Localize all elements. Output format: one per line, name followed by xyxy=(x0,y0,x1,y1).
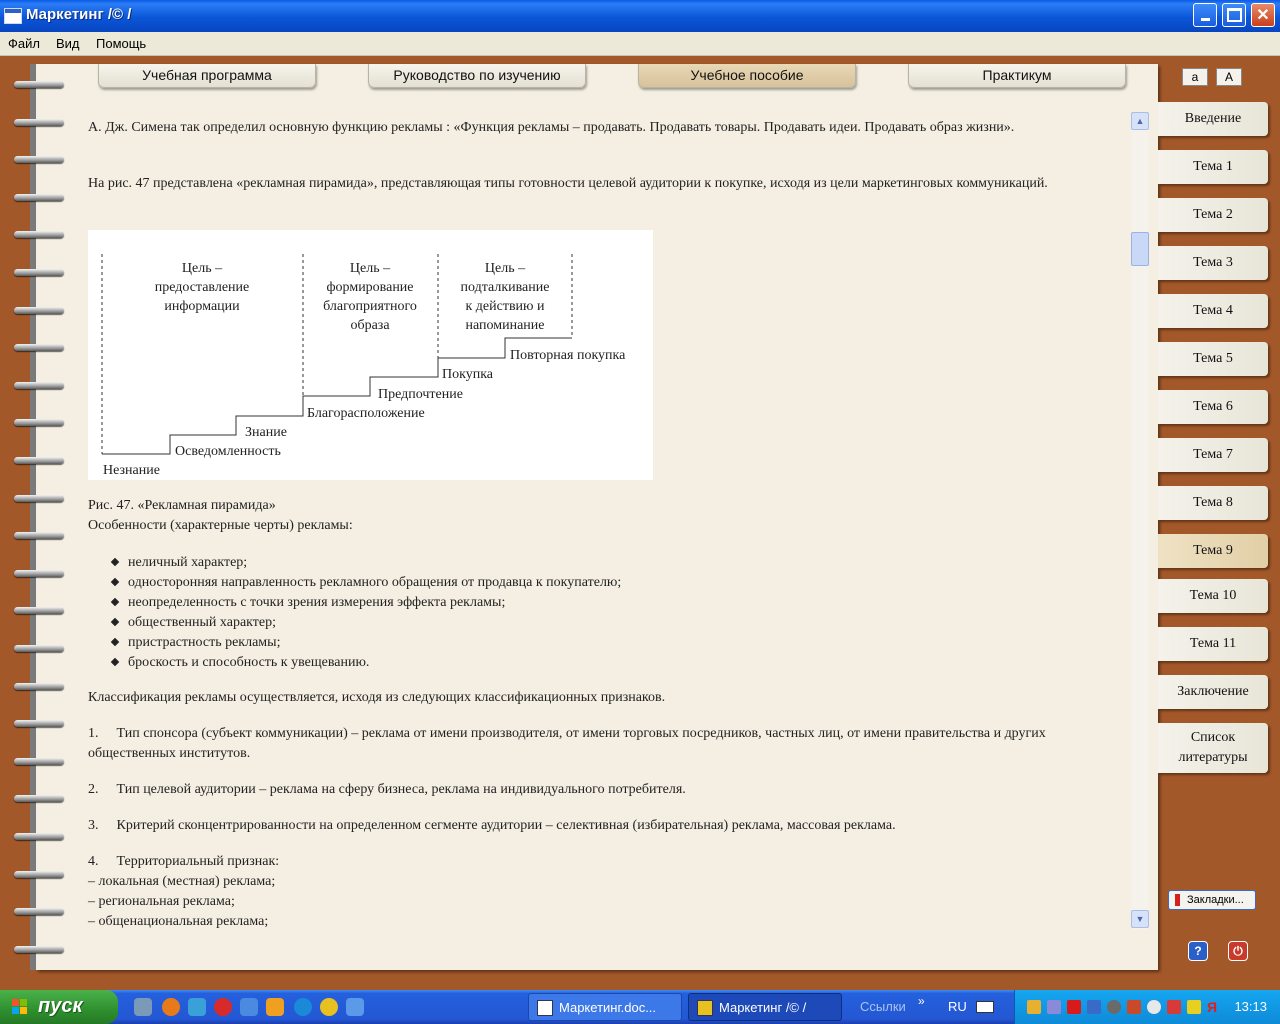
spiral-ring xyxy=(14,680,68,694)
language-indicator[interactable]: RU xyxy=(948,999,967,1014)
ring-loop xyxy=(14,194,64,201)
territorial-item: – локальная (местная) реклама; xyxy=(88,874,276,889)
tray-antivirus-icon[interactable] xyxy=(1067,1000,1081,1014)
spiral-ring xyxy=(14,905,68,919)
spiral-ring xyxy=(14,868,68,882)
tray-icon[interactable] xyxy=(1147,1000,1161,1014)
content-scrollbar[interactable] xyxy=(1131,112,1149,930)
spiral-ring xyxy=(14,792,68,806)
start-label: пуск xyxy=(38,995,83,1017)
spiral-ring xyxy=(14,304,68,318)
quicklaunch-network-icon[interactable] xyxy=(134,998,152,1016)
taskbar xyxy=(0,990,1280,1024)
spiral-ring xyxy=(14,341,68,355)
quicklaunch-app-icon[interactable] xyxy=(266,998,284,1016)
word-icon xyxy=(537,1000,553,1016)
spiral-ring xyxy=(14,642,68,656)
ring-loop xyxy=(14,871,64,878)
feature-text: пристрастность рекламы; xyxy=(128,635,281,650)
keyboard-icon[interactable] xyxy=(976,1001,994,1013)
tray-icon[interactable] xyxy=(1027,1000,1041,1014)
minimize-button[interactable] xyxy=(1193,3,1217,27)
item-text: Критерий сконцентрированности на определенном сегменте аудитории – селективная (избирательная) реклама, массовая реклама. xyxy=(116,818,896,833)
task-marketing-app[interactable] xyxy=(688,993,842,1021)
bullet-icon xyxy=(111,598,119,606)
scroll-down-button[interactable] xyxy=(1131,910,1149,928)
quicklaunch-messenger-icon[interactable] xyxy=(188,998,206,1016)
pyramid-steps xyxy=(102,338,572,454)
menu-bar xyxy=(0,32,1280,56)
territorial-item: – региональная реклама; xyxy=(88,894,235,909)
feature-text: броскость и способность к увещеванию. xyxy=(128,655,370,670)
classification-intro: Классификация рекламы осуществляется, исходя из следующих классификационных признаков. xyxy=(88,690,666,705)
spiral-ring xyxy=(14,604,68,618)
tab-curriculum[interactable] xyxy=(98,64,316,88)
spiral-ring xyxy=(14,717,68,731)
goal-1-line-1: Цель – xyxy=(181,261,223,276)
side-tab-topic-4[interactable]: Тема 4 xyxy=(1158,294,1268,328)
tray-icon[interactable] xyxy=(1187,1000,1201,1014)
goal-1-line-2: предоставление xyxy=(154,280,250,295)
tray-volume-icon[interactable] xyxy=(1087,1000,1101,1014)
spiral-ring xyxy=(14,153,68,167)
classification-item xyxy=(88,724,1088,764)
app-area xyxy=(0,56,1280,990)
feature-text: односторонняя направленность рекламного обращения от продавца к покупателю; xyxy=(128,575,622,590)
step-label: Покупка xyxy=(442,367,494,382)
scroll-thumb[interactable] xyxy=(1131,232,1149,266)
side-tab-topic-10[interactable]: Тема 10 xyxy=(1158,579,1268,613)
tray-icon[interactable] xyxy=(1127,1000,1141,1014)
spiral-ring xyxy=(14,416,68,430)
tab-study-guide[interactable] xyxy=(368,64,586,88)
ring-loop xyxy=(14,645,64,652)
item-text: Тип целевой аудитории – реклама на сферу бизнеса, реклама на индивидуального потребителя. xyxy=(116,782,686,797)
ring-loop xyxy=(14,269,64,276)
arrow-down-icon: ▼ xyxy=(1135,914,1145,924)
tray-icon[interactable] xyxy=(1167,1000,1181,1014)
feature-text: неличный характер; xyxy=(128,555,248,570)
item-text: Территориальный признак: xyxy=(116,854,280,869)
quicklaunch-firefox-icon[interactable] xyxy=(162,998,180,1016)
step-label: Знание xyxy=(245,425,287,440)
goal-3-line-2: подталкивание xyxy=(460,280,550,295)
side-tab-topic-1[interactable]: Тема 1 xyxy=(1158,150,1268,184)
app-window-icon[interactable] xyxy=(4,8,22,24)
spiral-ring xyxy=(14,191,68,205)
ring-loop xyxy=(14,833,64,840)
ring-loop xyxy=(14,532,64,539)
ring-loop xyxy=(14,419,64,426)
figure-caption: Рис. 47. «Рекламная пирамида» xyxy=(88,498,276,513)
start-button[interactable] xyxy=(0,990,118,1024)
title-bar[interactable] xyxy=(0,0,1280,32)
goal-3-line-1: Цель – xyxy=(484,261,526,276)
exit-button[interactable] xyxy=(1228,941,1248,961)
ring-loop xyxy=(14,758,64,765)
ring-loop xyxy=(14,683,64,690)
spiral-ring xyxy=(14,492,68,506)
menu-file[interactable]: Файл xyxy=(8,36,40,51)
side-tab-introduction[interactable]: Введение xyxy=(1158,102,1268,136)
side-tab-topic-7[interactable]: Тема 7 xyxy=(1158,438,1268,472)
ring-loop xyxy=(14,119,64,126)
bullet-icon xyxy=(111,578,119,586)
item-number: 4. xyxy=(88,854,99,869)
classification-item xyxy=(88,816,1088,836)
ring-loop xyxy=(14,156,64,163)
ring-loop xyxy=(14,607,64,614)
tray-yandex-icon[interactable]: Я xyxy=(1207,999,1218,1015)
tab-practicum-label: Практикум xyxy=(982,67,1052,83)
side-tab-topic-5[interactable]: Тема 5 xyxy=(1158,342,1268,376)
side-tab-topic-6[interactable]: Тема 6 xyxy=(1158,390,1268,424)
clock: 13:13 xyxy=(1234,999,1267,1014)
bullet-icon xyxy=(111,638,119,646)
classification-item xyxy=(88,780,1088,800)
feature-text: общественный характер; xyxy=(128,615,277,630)
bullet-icon xyxy=(111,658,119,666)
step-label: Благорасположение xyxy=(307,406,425,421)
spiral-ring xyxy=(14,567,68,581)
bookmark-icon xyxy=(1175,894,1180,906)
tab-textbook[interactable] xyxy=(638,64,856,88)
spiral-ring xyxy=(14,943,68,957)
item-text: Тип спонсора (субъект коммуникации) – реклама от имени производителя, от имени торговых посредников, частных лиц, от имени правительства и других общественных институтов. xyxy=(88,726,1046,761)
step-label: Предпочтение xyxy=(378,387,463,402)
paragraph-2: На рис. 47 представлена «рекламная пирамида», представляющая типы готовности целевой аудитории к покупке, исходя из цели маркетинговых коммуникаций. xyxy=(88,176,1048,191)
ring-loop xyxy=(14,720,64,727)
pyramid-figure xyxy=(88,230,653,480)
window-title: Маркетинг /© / xyxy=(26,6,132,23)
goal-1-line-3: информации xyxy=(164,299,240,314)
help-icon: ? xyxy=(1194,944,1202,958)
menu-view[interactable]: Вид xyxy=(56,36,80,51)
bookmarks-button[interactable] xyxy=(1168,890,1256,910)
tray-icon[interactable] xyxy=(1107,1000,1121,1014)
spiral-ring xyxy=(14,454,68,468)
lesson-content xyxy=(88,118,1128,998)
step-label: Осведомленность xyxy=(175,444,281,459)
goal-2-line-1: Цель – xyxy=(349,261,391,276)
side-tab-bibliography[interactable]: Список литературы xyxy=(1158,723,1268,773)
ring-loop xyxy=(14,81,64,88)
step-label: Повторная покупка xyxy=(510,348,626,363)
ring-loop xyxy=(14,795,64,802)
goal-2-line-3: благоприятного xyxy=(323,299,417,314)
ring-loop xyxy=(14,570,64,577)
tab-textbook-label: Учебное пособие xyxy=(690,67,804,83)
spiral-ring xyxy=(14,228,68,242)
tab-curriculum-label: Учебная программа xyxy=(142,67,272,83)
ring-loop xyxy=(14,908,64,915)
item-number: 3. xyxy=(88,818,99,833)
maximize-icon xyxy=(1227,8,1242,22)
quicklaunch-app-icon[interactable] xyxy=(346,998,364,1016)
quicklaunch-app-icon[interactable] xyxy=(240,998,258,1016)
ring-loop xyxy=(14,344,64,351)
spiral-ring xyxy=(14,116,68,130)
app-icon xyxy=(697,1000,713,1016)
spiral-ring xyxy=(14,529,68,543)
spiral-ring xyxy=(14,755,68,769)
chevron-right-icon[interactable]: » xyxy=(918,994,925,1008)
ring-loop xyxy=(14,231,64,238)
spiral-ring xyxy=(14,266,68,280)
font-larger-button[interactable]: A xyxy=(1216,68,1242,86)
goal-2-line-2: формирование xyxy=(326,280,414,295)
classification-item xyxy=(88,852,1088,872)
task-word-document[interactable] xyxy=(528,993,682,1021)
bullet-icon xyxy=(111,618,119,626)
power-icon: ⏻ xyxy=(1233,943,1243,958)
pyramid-diagram xyxy=(88,230,653,480)
help-button[interactable] xyxy=(1188,941,1208,961)
tab-study-guide-label: Руководство по изучению xyxy=(393,67,561,83)
ring-loop xyxy=(14,307,64,314)
side-tab-topic-8[interactable]: Тема 8 xyxy=(1158,486,1268,520)
menu-help[interactable]: Помощь xyxy=(96,36,147,51)
arrow-up-icon: ▲ xyxy=(1135,116,1145,126)
close-button[interactable] xyxy=(1251,3,1275,27)
ring-loop xyxy=(14,946,64,953)
side-tab-topic-2[interactable]: Тема 2 xyxy=(1158,198,1268,232)
paragraph-1: А. Дж. Симена так определил основную функцию рекламы : «Функция рекламы – продавать. Продавать товары. Продавать идеи. Продавать образ жизни». xyxy=(88,120,1015,135)
maximize-button[interactable] xyxy=(1222,3,1246,27)
tab-practicum[interactable] xyxy=(908,64,1126,88)
spiral-ring xyxy=(14,379,68,393)
bullet-icon xyxy=(111,558,119,566)
task-label: Маркетинг /© / xyxy=(719,1000,807,1015)
side-tab-conclusion[interactable]: Заключение xyxy=(1158,675,1268,709)
quicklaunch-ie-icon[interactable] xyxy=(294,998,312,1016)
ring-loop xyxy=(14,457,64,464)
feature-text: неопределенность с точки зрения измерения эффекта рекламы; xyxy=(128,595,506,610)
goal-3-line-3: к действию и xyxy=(465,299,545,314)
quicklaunch-opera-icon[interactable] xyxy=(214,998,232,1016)
goal-3-line-4: напоминание xyxy=(465,318,545,333)
spiral-ring xyxy=(14,830,68,844)
bookmarks-label: Закладки... xyxy=(1187,894,1244,906)
quicklaunch-chrome-icon[interactable] xyxy=(320,998,338,1016)
side-tab-topic-11[interactable]: Тема 11 xyxy=(1158,627,1268,661)
scroll-up-button[interactable] xyxy=(1131,112,1149,130)
windows-logo-icon xyxy=(12,999,28,1015)
goal-2-line-4: образа xyxy=(350,318,390,333)
spiral-ring xyxy=(14,78,68,92)
side-tab-topic-3[interactable]: Тема 3 xyxy=(1158,246,1268,280)
territorial-item: – общенациональная реклама; xyxy=(88,914,269,929)
step-label: Незнание xyxy=(103,463,160,478)
features-intro: Особенности (характерные черты) рекламы: xyxy=(88,518,353,533)
side-tab-topic-9[interactable]: Тема 9 xyxy=(1158,534,1268,568)
system-tray xyxy=(1014,990,1280,1024)
item-number: 1. xyxy=(88,726,99,741)
links-toolbar[interactable]: Ссылки xyxy=(860,999,906,1014)
minimize-icon xyxy=(1201,18,1210,21)
item-number: 2. xyxy=(88,782,99,797)
task-label: Маркетинг.doc... xyxy=(559,1000,657,1015)
tray-icon[interactable] xyxy=(1047,1000,1061,1014)
font-smaller-button[interactable]: a xyxy=(1182,68,1208,86)
ring-loop xyxy=(14,382,64,389)
close-icon: ✕ xyxy=(1256,7,1270,24)
ring-loop xyxy=(14,495,64,502)
